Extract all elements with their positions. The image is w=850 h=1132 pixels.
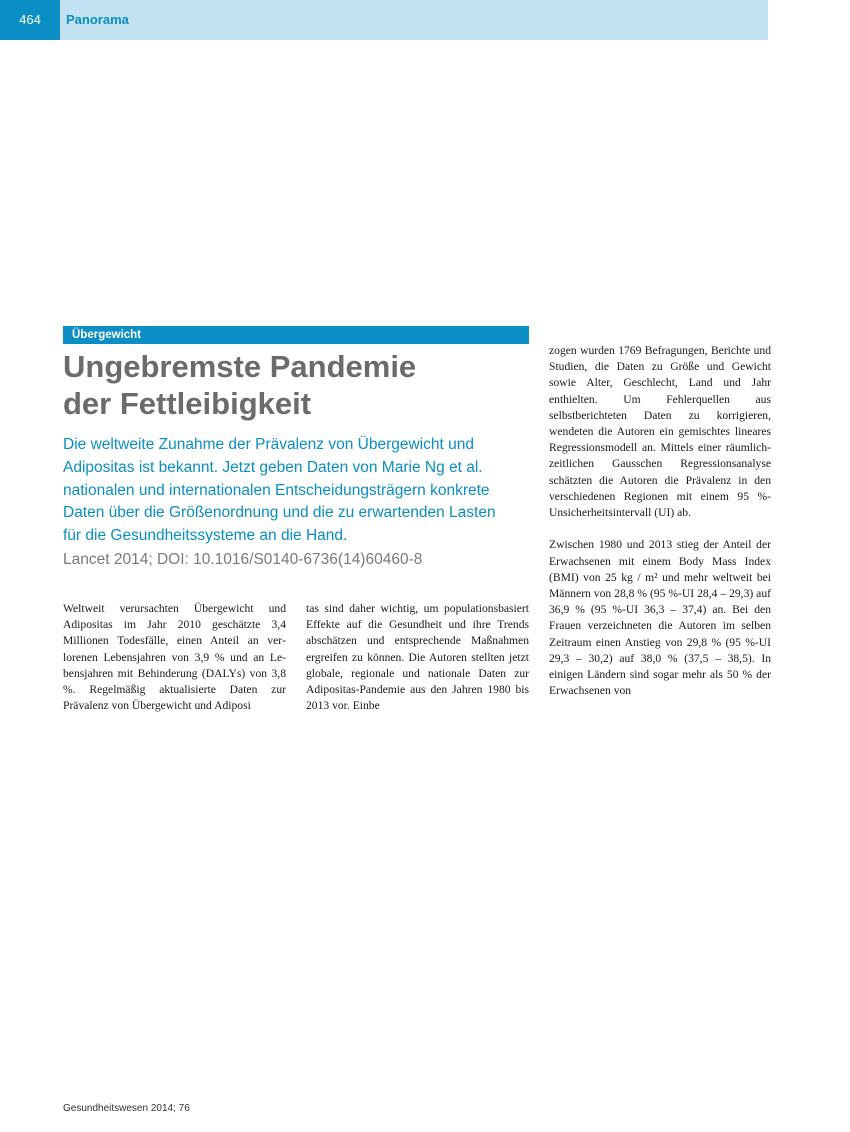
section-label: Panorama [66, 12, 129, 27]
journal-footer: Gesundheitswesen 2014; 76 [63, 1103, 190, 1114]
body-paragraph: Zwischen 1980 und 2013 stieg der Anteil der Erwachsenen mit einem Body Mass Index (BMI) von 25 kg / m² und mehr weltweit bei Männern von 28,8 % (95 %-UI 28,4 – 29,3) auf 36,9 % (95 %-UI 36,3 – 37,4) an. Bei den Frauen verzeichneten die Autoren im selben Zeitraum einen Anstieg von 29,8 % (95 %-UI 29,3 – 30,2) auf 38,0 % (37,5 – 38,5). In einigen Ländern sind sogar mehr als 50 % der Erwachsenen von [549, 538, 771, 698]
page-number: 464 [0, 0, 60, 40]
article-title [63, 348, 533, 422]
lead-line: Die weltweite Zunahme der Prävalenz von Übergewicht und [63, 436, 474, 453]
topic-kicker: Übergewicht [63, 326, 529, 344]
title-line: der Fettleibigkeit [63, 386, 312, 421]
body-column-2 [306, 601, 529, 714]
body-column-3 [549, 343, 771, 699]
header-bar [0, 0, 768, 40]
title-line: Ungebremste Pandemie [63, 349, 417, 384]
body-paragraph: zogen wurden 1769 Befragungen, Berichte und Studien, die Daten zu Größe und Gewicht sowie Alter, Geschlecht, Land und Jahr enthielten. Um Fehlerquellen aus selbstberichteten Daten zu korrigieren, wendeten die Autoren ein gemischtes lineares Regressionsmodell an. Mittels einer räumlich-zeitlichen Gausschen Regressionsanalyse schätzten die Autoren die Prävalenz in den verschiedenen Regionen mit einem 95 %-Unsicherheitsintervall (UI) ab. [549, 344, 771, 520]
body-column-1 [63, 601, 286, 714]
body-paragraph: tas sind daher wichtig, um populationsbasiert Effekte auf die Gesundheit und ihre Trends abschätzen und entsprechende Maßnahmen ergreifen zu können. Die Autoren stellten jetzt globale, regionale und nationale Daten zur Adipositas-Pandemie aus den Jahren 1980 bis 2013 vor. Einbe [306, 602, 529, 713]
lead-line: für die Gesundheitssysteme an die Hand. [63, 527, 348, 545]
lead-line: Adipositas ist bekannt. Jetzt geben Daten von Marie Ng et al. [63, 458, 483, 476]
lead-line: Daten über die Größenordnung und die zu erwartenden Lasten [63, 504, 496, 522]
lead-line: nationalen und internationalen Entscheidungsträgern konkrete [63, 481, 490, 499]
article-lead [63, 434, 533, 548]
article-citation: Lancet 2014; DOI: 10.1016/S0140-6736(14)60460-8 [63, 551, 423, 568]
body-paragraph: Weltweit verursachten Übergewicht und Adipositas im Jahr 2010 geschätzte 3,4 Millionen Todesfälle, einen Anteil an verlorenen Lebensjahren von 3,9 % und an Lebensjahren mit Behinderung (DALYs) von 3,8 %. Regelmäßig aktualisierte Daten zur Prävalenz von Übergewicht und Adiposi [63, 602, 286, 713]
